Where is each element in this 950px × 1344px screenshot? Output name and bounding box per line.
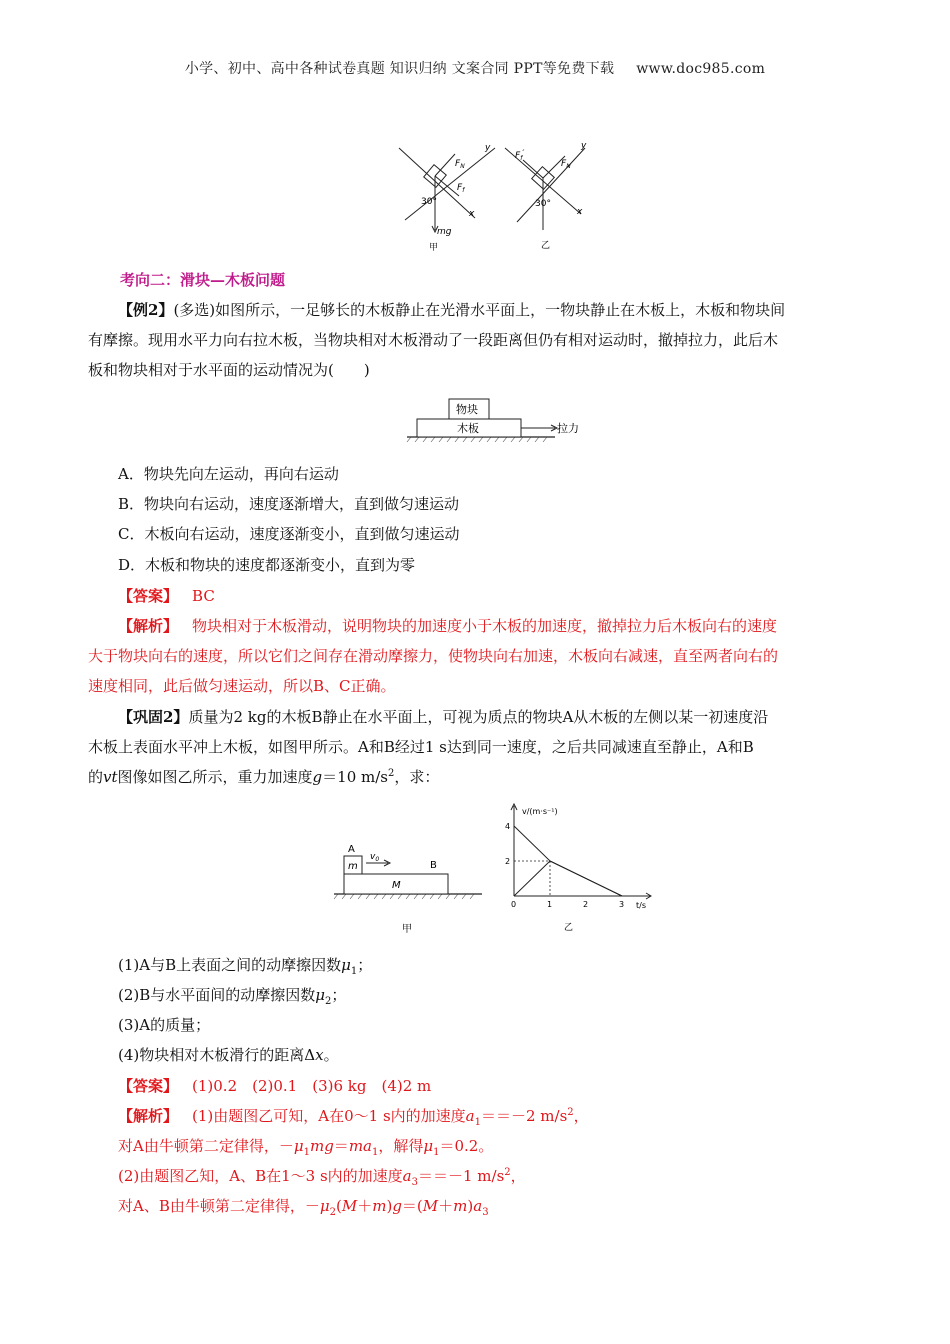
example2-line-1: (多选)如图所示，一足够长的木板静止在光滑水平面上，一物块静止在木板上，木板和物块间 [173,301,786,319]
left-ff-label: $F_f$ [457,183,465,194]
left-angle-label: 30° [421,197,437,207]
vt-ytick-label: 2 [505,857,511,866]
section-title: 考向二：滑块—木板问题 [120,271,286,289]
right-angle-label: 30° [535,199,551,209]
option-b: B．物块向右运动，速度逐渐增大，直到做匀速运动 [118,495,460,513]
example2-analysis-line-2: 大于物块向右的速度，所以它们之间存在滑动摩擦力，使物块向右加速，木板向右减速，直至两者向右的 [88,647,779,665]
consolidate2-answer-value: (1)0.2 (2)0.1 (3)6 kg (4)2 m [192,1077,432,1095]
label-a: A [348,844,355,855]
option-d: D．木板和物块的速度都逐渐变小，直到为零 [118,556,416,574]
question-4: (4)物块相对木板滑行的距离Δx。 [118,1046,339,1064]
consolidate2-answer [118,1076,431,1096]
consolidate2-line-2: 木板上表面水平冲上木板，如图甲所示。A和B经过1 s达到同一速度，之后共同减速直至静止，A和B [88,738,754,756]
consolidate2-line-1: 质量为2 kg的木板B静止在水平面上，可视为质点的物块A从木板的左侧以某一初速度沿 [188,708,769,726]
right-y-label: y [581,141,587,151]
consolidate2-answer-label: 【答案】 [118,1077,179,1095]
page-header [0,58,950,78]
caption-jia: 甲 [402,924,412,935]
example2-analysis-line-1: 物块相对于木板滑动，说明物块的加速度小于木板的加速度，撤掉拉力后木板向右的速度 [192,617,778,635]
vt-caption: 乙 [564,923,574,933]
label-big-m: M [392,880,401,891]
vt-ylabel: v/(m·s⁻¹) [522,807,558,816]
block-board-figure [405,395,595,443]
force-diagram-figure [385,138,605,256]
vt-series-line-b [514,861,622,896]
example2-answer-value: BC [192,587,215,605]
example2-line-3: 板和物块相对于水平面的运动情况为( ) [88,361,370,379]
left-mg-label: mg [437,227,452,237]
label-m: m [348,861,358,872]
left-y-label: y [485,143,491,153]
vt-xtick-label: 0 [511,900,517,909]
option-a: A．物块先向左运动，再向右运动 [118,465,339,483]
label-b: B [430,860,437,871]
consolidate2-line-3: 的vt图像如图乙所示，重力加速度g＝10 $m/s^2$，求： [88,768,440,786]
header-text: 小学、初中、高中各种试卷真题 知识归纳 文案合同 PPT等免费下载 [184,61,615,77]
consolidate2-label: 【巩固2】 [118,708,189,726]
question-1: (1)A与B上表面之间的动摩擦因数$\mu_1$； [118,956,373,977]
left-fn-label: $F_N$ [455,159,465,170]
left-caption: 甲 [429,243,439,253]
example2-answer-label: 【答案】 [118,587,179,605]
right-caption: 乙 [541,241,551,251]
example2-label: 【例2】 [118,301,174,319]
consolidate2-stem [88,702,864,792]
question-2: (2)B与水平面间的动摩擦因数$\mu_2$； [118,986,347,1007]
example2-stem [88,295,864,385]
vt-xtick-label: 2 [583,900,589,909]
option-c: C．木板向右运动，速度逐渐变小，直到做匀速运动 [118,525,460,543]
figure-jia [330,838,485,936]
example2-line-2: 有摩擦。现用水平力向右拉木板，当物块相对木板滑动了一段距离但仍有相对运动时，撤掉拉力，此后木 [88,331,779,349]
board-label: 木板 [457,422,479,435]
vt-xtick-label: 3 [619,900,625,909]
block-label: 物块 [456,403,478,416]
solution-line-4: 对A、B由牛顿第二定律得，$-\mu_2(M+m)g=(M+m)a_3$ [118,1197,489,1218]
solution-line-2: 对A由牛顿第二定律得，$-\mu_1mg=ma_1$，解得$\mu_1=0.2$。 [118,1137,494,1158]
force-diagram-left [399,148,495,232]
pull-label: 拉力 [557,422,579,435]
right-ffp-label: $F_f'$ [515,149,525,162]
example2-answer [118,586,215,606]
left-x-label: x [469,209,475,219]
right-fn-label: $F_N$ [561,159,571,170]
question-3: (3)A的质量； [118,1016,211,1034]
example2-analysis-label: 【解析】 [118,617,179,635]
vt-ytick-label: 4 [505,822,511,831]
vt-xlabel: t/s [636,901,646,910]
vt-chart [500,800,660,935]
example2-analysis-line-3: 速度相同，此后做匀速运动，所以B、C正确。 [88,677,396,695]
vt-xtick-label: 1 [547,900,553,909]
solution-line-1: 【解析】 (1)由题图乙可知，A在0～1 s内的加速度$a_1==-2$ $m/s^2$， [118,1107,589,1128]
header-url[interactable]: www.doc985.com [636,61,766,77]
right-x-label: x [577,207,583,217]
solution-line-3: (2)由题图乙知，A、B在1～3 s内的加速度$a_3==-1$ $m/s^2$， [118,1167,526,1188]
example2-analysis [88,611,864,701]
label-v0: $v_0$ [370,852,380,863]
